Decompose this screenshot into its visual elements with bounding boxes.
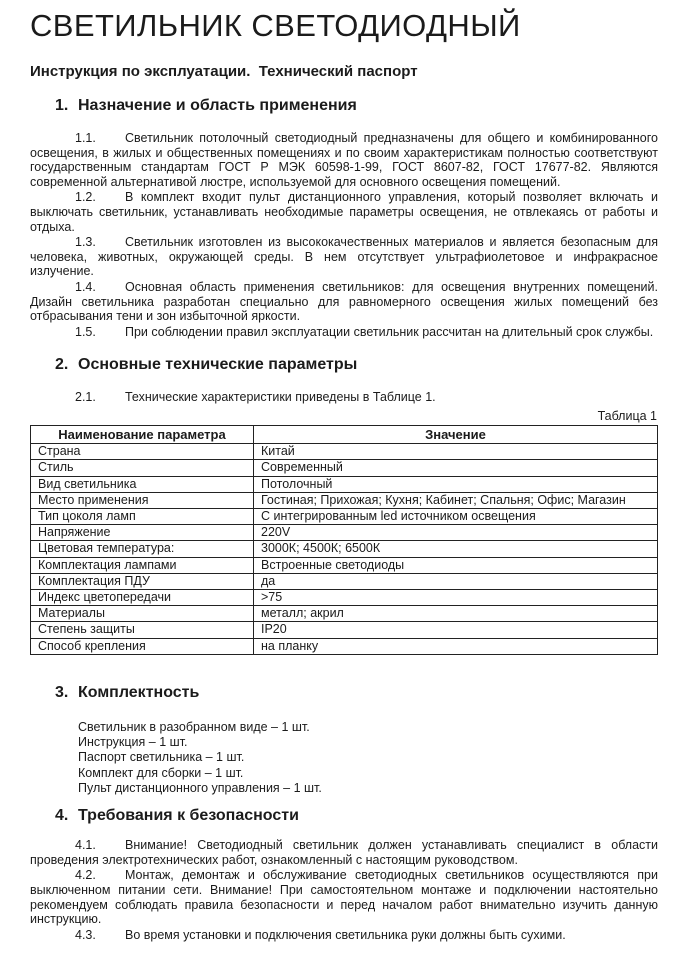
numbered-paragraph (30, 190, 658, 234)
paragraph-number: 4.3. (75, 927, 96, 942)
paragraph-text: Светильник изготовлен из высококачественных материалов и является безопасным для человека, животных, окружающей среды. В нем отсутствует ультрафиолетовое и инфракрасное излучение. (30, 235, 658, 279)
param-name-cell: Степень защиты (31, 622, 254, 638)
table-row (31, 460, 658, 476)
paragraph-text: Основная область применения светильников: для освещения внутренних помещений. Дизайн светильника разработан специально для равномерного освещения жилых помещений без отбрасывания тени и зон избыточной яркости. (30, 279, 658, 324)
table-row (31, 525, 658, 541)
param-name-cell: Комплектация лампами (31, 557, 254, 573)
param-value-cell: Современный (254, 460, 658, 476)
numbered-paragraph (30, 868, 658, 926)
paragraph-text: Во время установки и подключения светильника руки должны быть сухими. (125, 927, 566, 942)
section-3-title: Комплектность (78, 683, 200, 701)
paragraph-text: Светильник потолочный светодиодный предназначены для общего и комбинированного освещения, в жилых и общественных помещениях и по своим характеристикам полностью соответствуют государственным стандартам ГОСТ Р МЭК 60598-1-99, ГОСТ 8607-82, ГОСТ 17677-82. Являются современной альтернативой люстре, используемой для основного освещения помещений. (30, 131, 658, 189)
table-caption: Таблица 1 (597, 408, 657, 423)
numbered-paragraph (30, 131, 658, 189)
paragraph-text: Монтаж, демонтаж и обслуживание светодиодных светильников осуществляются при выключенном питании сети. Внимание! При самостоятельном монтаже и подключении настоятельно рекомендуем соблюдать правила безопасности и перед началом работ внимательно изучить данную инструкцию. (30, 868, 658, 927)
section-1-title: Назначение и область применения (78, 97, 357, 114)
param-value-cell: металл; акрил (254, 606, 658, 622)
numbered-paragraph (30, 280, 658, 324)
paragraph-number: 1.2. (75, 190, 96, 205)
param-value-cell: Встроенные светодиоды (254, 557, 658, 573)
table-row (31, 557, 658, 573)
param-value-cell: >75 (254, 589, 658, 605)
document-title: СВЕТИЛЬНИК СВЕТОДИОДНЫЙ (30, 8, 521, 43)
section-1-heading (55, 96, 658, 115)
param-name-cell: Комплектация ПДУ (31, 573, 254, 589)
section-4-heading (55, 806, 658, 825)
table-row (31, 638, 658, 654)
paragraph-number: 2.1. (75, 390, 96, 405)
param-value-cell: Гостиная; Прихожая; Кухня; Кабинет; Спальня; Офис; Магазин (254, 492, 658, 508)
param-value-cell: да (254, 573, 658, 589)
table-row (31, 606, 658, 622)
paragraph-number: 1.5. (75, 324, 96, 339)
param-value-header: Значение (254, 425, 658, 443)
param-value-cell: IP20 (254, 622, 658, 638)
document-subtitle: Инструкция по эксплуатации. Технический паспорт (30, 63, 418, 80)
spec-table (30, 425, 658, 655)
table-row (31, 541, 658, 557)
param-value-cell: С интегрированным led источником освещения (254, 508, 658, 524)
table-header-row (31, 425, 658, 443)
paragraph-text: Внимание! Светодиодный светильник должен устанавливать специалист в области проведения электротехнических работ, ознакомленный с настоящим руководством. (30, 838, 658, 867)
table-row (31, 589, 658, 605)
table-row (31, 444, 658, 460)
numbered-paragraph (30, 325, 658, 340)
paragraph-text: Технические характеристики приведены в Таблице 1. (125, 390, 436, 405)
paragraph-number: 1.1. (75, 131, 96, 145)
paragraph-number: 4.2. (75, 868, 96, 883)
param-name-cell: Способ крепления (31, 638, 254, 654)
paragraph-number: 4.1. (75, 838, 96, 853)
param-value-cell: 220V (254, 525, 658, 541)
section-3-number: 3. (55, 683, 69, 701)
paragraph-number: 1.3. (75, 235, 96, 250)
numbered-paragraph (30, 235, 658, 279)
paragraph-number: 1.4. (75, 279, 96, 294)
param-value-cell: Потолочный (254, 476, 658, 492)
param-name-cell: Напряжение (31, 525, 254, 541)
param-name-cell: Цветовая температура: (31, 541, 254, 557)
numbered-paragraph (30, 928, 658, 943)
param-value-cell: 3000К; 4500К; 6500К (254, 541, 658, 557)
section-3-heading (55, 683, 658, 702)
section-2-body (30, 390, 658, 405)
section-4-title: Требования к безопасности (78, 807, 299, 825)
param-name-cell: Вид светильника (31, 476, 254, 492)
param-name-header: Наименование параметра (31, 425, 254, 443)
kit-list-item: Пульт дистанционного управления – 1 шт. (78, 780, 322, 795)
table-row (31, 622, 658, 638)
section-1-body (30, 131, 658, 339)
kit-list-item: Инструкция – 1 шт. (78, 735, 188, 750)
kit-list-item: Комплект для сборки – 1 шт. (78, 765, 244, 780)
param-name-cell: Страна (31, 444, 254, 460)
param-name-cell: Тип цоколя ламп (31, 508, 254, 524)
section-4-number: 4. (55, 807, 69, 825)
table-row (31, 476, 658, 492)
section-2-number: 2. (55, 356, 69, 374)
param-name-cell: Стиль (31, 460, 254, 476)
table-row (31, 573, 658, 589)
section-2-title: Основные технические параметры (78, 356, 358, 374)
section-4-body (30, 838, 658, 942)
table-row (31, 508, 658, 524)
param-name-cell: Материалы (31, 606, 254, 622)
kit-list (78, 720, 658, 796)
paragraph-text: В комплект входит пульт дистанционного управления, который позволяет включать и выключать светильник, устанавливать необходимые параметры освещения, не отвлекаясь от работы и отдыха. (30, 190, 658, 234)
spec-table-body (31, 444, 658, 655)
param-name-cell: Место применения (31, 492, 254, 508)
numbered-paragraph (30, 390, 658, 405)
table-row (31, 492, 658, 508)
param-value-cell: на планку (254, 638, 658, 654)
paragraph-text: При соблюдении правил эксплуатации светильник рассчитан на длительный срок службы. (125, 324, 654, 339)
kit-list-item: Светильник в разобранном виде – 1 шт. (78, 719, 310, 734)
section-2-heading (55, 355, 658, 374)
param-name-cell: Индекс цветопередачи (31, 589, 254, 605)
section-1-number: 1. (55, 97, 69, 114)
numbered-paragraph (30, 838, 658, 867)
kit-list-item: Паспорт светильника – 1 шт. (78, 750, 245, 765)
param-value-cell: Китай (254, 444, 658, 460)
